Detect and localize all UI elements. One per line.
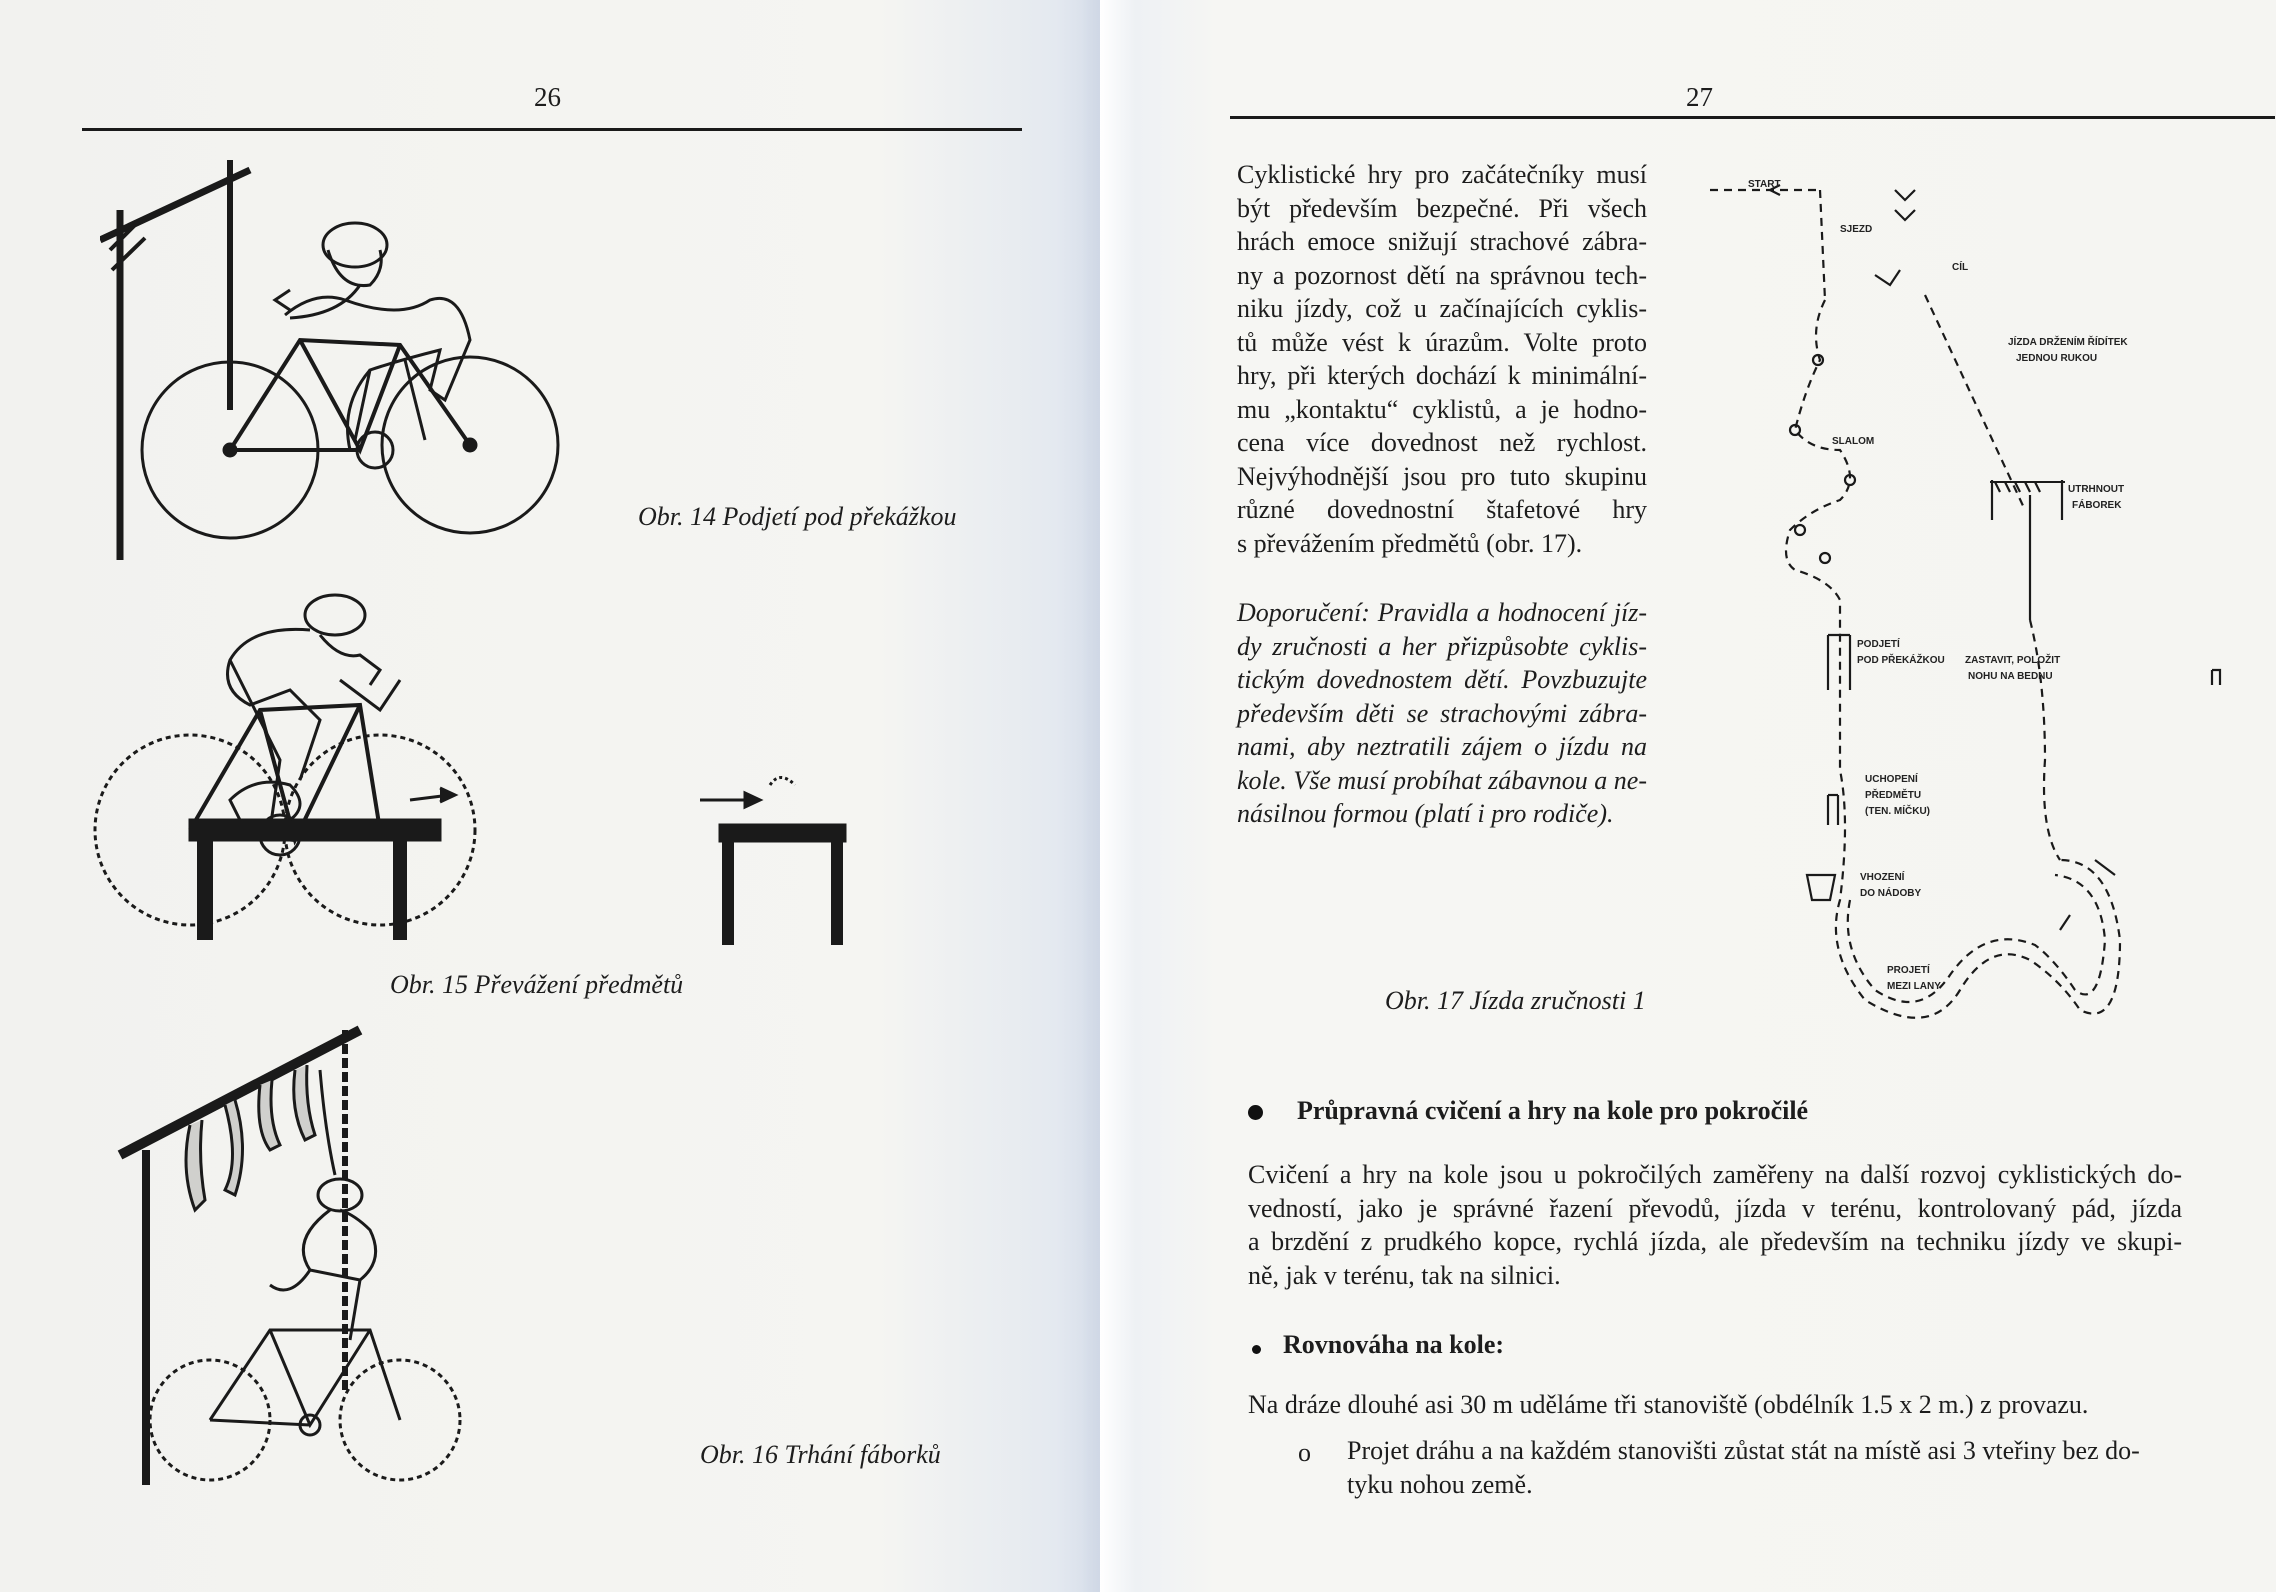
- course-label-zastavit-2: NOHU NA BEDNU: [1968, 671, 2053, 682]
- text-line: dy zručnosti a her přizpůsobte cyklis-: [1237, 631, 1647, 661]
- text-line: tyku nohou země.: [1347, 1469, 1533, 1499]
- list-item: [1347, 1434, 2140, 1501]
- text-line: Doporučení: Pravidla a hodnocení jíz-: [1237, 598, 1647, 627]
- header-rule-right: [1230, 116, 2275, 119]
- course-label-zastavit-1: ZASTAVIT, POLOŽIT: [1965, 655, 2061, 666]
- text-line: kole. Vše musí probíhat zábavnou a ne-: [1237, 765, 1647, 795]
- course-label-utrhnout-2: FÁBOREK: [2072, 500, 2122, 511]
- text-line: především děti se strachovými zábra-: [1237, 698, 1647, 728]
- course-label-jizda-1: JÍZDA DRŽENÍM ŘÍDÍTEK: [2008, 337, 2128, 348]
- course-label-vhozeni-2: DO NÁDOBY: [1860, 888, 1922, 899]
- section-heading: Průpravná cvičení a hry na kole pro pokročilé: [1297, 1096, 1809, 1125]
- text-line: Projet dráhu a na každém stanovišti zůstat stát na místě asi 3 vteřiny bez do-: [1347, 1436, 2140, 1465]
- course-label-sjezd: SJEZD: [1840, 224, 1873, 235]
- course-label-vhozeni-1: VHOZENÍ: [1860, 872, 1905, 883]
- course-label-start: START: [1748, 179, 1781, 190]
- figure-15-illustration: [80, 580, 860, 950]
- text-line: Cyklistické hry pro začátečníky musí: [1237, 160, 1647, 189]
- text-line: a brzdění z prudkého kopce, rychlá jízda, ale především na techniku jízdy ve skupi-: [1248, 1227, 2182, 1256]
- right-page: [1100, 0, 2276, 1592]
- text-line: Na dráze dlouhé asi 30 m uděláme tři stanoviště (obdélník 1.5 x 2 m.) z provazu.: [1248, 1390, 2089, 1419]
- section-paragraph: [1248, 1158, 2182, 1292]
- heading-bullet: [1248, 1105, 1263, 1120]
- figure-14-caption: Obr. 14 Podjetí pod překážkou: [638, 502, 957, 531]
- course-label-slalom: SLALOM: [1832, 436, 1875, 447]
- course-label-utrhnout-1: UTRHNOUT: [2068, 484, 2125, 495]
- page-number-left: 26: [534, 82, 561, 112]
- figure-16-caption: Obr. 16 Trhání fáborků: [700, 1440, 941, 1469]
- skills-course-diagram: [1700, 160, 2260, 1080]
- text-line: Cvičení a hry na kole jsou u pokročilých zaměřeny na další rozvoj cyklistických do-: [1248, 1160, 2182, 1189]
- text-line: ny a pozornost dětí na správnou tech-: [1237, 260, 1647, 290]
- text-line: s převážením předmětů (obr. 17).: [1237, 528, 1583, 558]
- figure-16-illustration: [110, 1010, 510, 1490]
- text-line: hrách emoce snižují strachové zábra-: [1237, 227, 1647, 256]
- text-line: ně, jak v terénu, tak na silnici.: [1248, 1260, 1561, 1290]
- course-label-uchopeni-2: PŘEDMĚTU: [1865, 790, 1922, 801]
- page-number-right: 27: [1686, 82, 1713, 112]
- text-line: hry, při kterých dochází k minimální-: [1237, 361, 1647, 390]
- intro-paragraph: [1237, 158, 1647, 560]
- header-rule-left: [82, 128, 1022, 131]
- course-label-projeti-1: PROJETÍ: [1887, 965, 1930, 976]
- text-line: niku jízdy, což u začínajících cyklis-: [1237, 294, 1647, 323]
- figure-15-caption: Obr. 15 Převážení předmětů: [390, 970, 684, 999]
- text-line: cena více dovednost než rychlost.: [1237, 428, 1647, 457]
- left-page: [0, 0, 1100, 1592]
- course-label-uchopeni-3: (TEN. MÍČKU): [1865, 806, 1930, 817]
- list-marker: o: [1298, 1438, 1311, 1467]
- text-line: nami, aby neztratili zájem o jízdu na: [1237, 732, 1647, 761]
- course-label-cil: CÍL: [1952, 262, 1969, 273]
- subheading: Rovnováha na kole:: [1283, 1330, 1505, 1359]
- figure-17-caption: Obr. 17 Jízda zručnosti 1: [1385, 986, 1646, 1015]
- text-line: mu „kontaktu“ cyklistů, a je hodno-: [1237, 394, 1647, 424]
- text-line: Nejvýhodnější jsou pro tuto skupinu: [1237, 461, 1647, 491]
- course-label-podjeti-1: PODJETÍ: [1857, 639, 1900, 650]
- course-label-uchopeni-1: UCHOPENÍ: [1865, 774, 1918, 785]
- text-line: vedností, jako je správné řazení převodů, jízda v terénu, kontrolovaný pád, jízda: [1248, 1193, 2182, 1223]
- text-line: různé dovednostní štafetové hry: [1237, 495, 1647, 524]
- text-line: být především bezpečné. Při všech: [1237, 193, 1647, 223]
- course-label-jizda-2: JEDNOU RUKOU: [2016, 353, 2098, 364]
- text-line: násilnou formou (platí i pro rodiče).: [1237, 799, 1614, 828]
- course-label-projeti-2: MEZI LANY: [1887, 981, 1941, 992]
- text-line: tickým dovednostem dětí. Povzbuzujte: [1237, 665, 1647, 694]
- text-line: tů může vést k úrazům. Volte proto: [1237, 327, 1647, 357]
- recommendation-paragraph: [1237, 596, 1647, 831]
- subheading-bullet: [1252, 1345, 1261, 1354]
- figure-14-illustration: [100, 150, 570, 570]
- sub-paragraph: [1248, 1388, 2088, 1422]
- course-label-podjeti-2: POD PŘEKÁŽKOU: [1857, 655, 1945, 666]
